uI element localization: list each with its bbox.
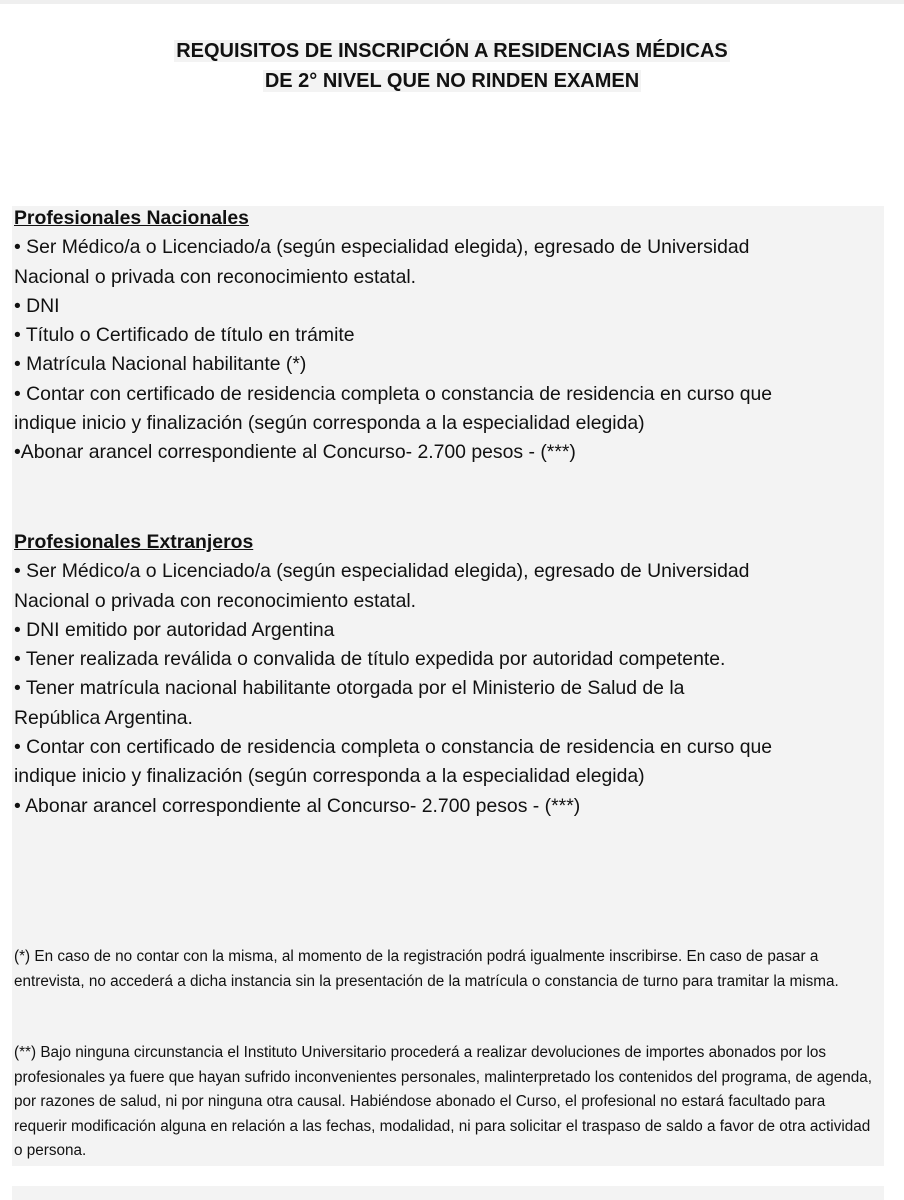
- section-heading-nacionales: Profesionales Nacionales: [14, 207, 249, 229]
- document-title: [0, 36, 904, 96]
- list-item: • Contar con certificado de residencia completa o constancia de residencia en curso que: [14, 736, 773, 759]
- list-item: • Ser Médico/a o Licenciado/a (según especialidad elegida), egresado de Universidad: [14, 236, 750, 259]
- list-item: • Matrícula Nacional habilitante (*): [14, 353, 307, 376]
- list-item: • Contar con certificado de residencia completa o constancia de residencia en curso que: [14, 382, 773, 405]
- list-item: •Abonar arancel correspondiente al Concurso- 2.700 pesos - (***): [14, 441, 576, 464]
- bottom-band: [12, 1186, 884, 1200]
- list-item: indique inicio y finalización (según corresponda a la especialidad elegida): [14, 412, 645, 435]
- footnote-devoluciones: (**) Bajo ninguna circunstancia el Instituto Universitario procederá a realizar devoluciones de importes abonados por los profesionales ya fuere que hayan sufrido inconvenientes personales, malinterpretado los contenidos del programa, de agenda, por razones de salud, ni por ninguna otra causal. Habiéndose abonado el Curso, el profesional no estará facultado para requerir modificación alguna en relación a las fechas, modalidad, ni para solicitar el traspaso de saldo a favor de otra actividad o persona.: [14, 1044, 873, 1159]
- section-profesionales-extranjeros: [14, 528, 890, 821]
- list-item: • DNI emitido por autoridad Argentina: [14, 618, 335, 641]
- list-item: Nacional o privada con reconocimiento estatal.: [14, 589, 417, 612]
- title-line-2: DE 2° NIVEL QUE NO RINDEN EXAMEN: [264, 70, 640, 92]
- list-item: • Ser Médico/a o Licenciado/a (según especialidad elegida), egresado de Universidad: [14, 560, 750, 583]
- list-item: • Tener matrícula nacional habilitante otorgada por el Ministerio de Salud de la: [14, 677, 685, 700]
- list-item: Nacional o privada con reconocimiento estatal.: [14, 265, 417, 288]
- list-item: • Abonar arancel correspondiente al Concurso- 2.700 pesos - (***): [14, 794, 581, 817]
- list-item: República Argentina.: [14, 706, 193, 729]
- title-line-1: REQUISITOS DE INSCRIPCIÓN A RESIDENCIAS MÉDICAS: [176, 40, 728, 62]
- list-item: indique inicio y finalización (según corresponda a la especialidad elegida): [14, 765, 645, 788]
- list-item: • Título o Certificado de título en trámite: [14, 324, 355, 347]
- top-strip: [0, 0, 904, 4]
- section-profesionales-nacionales: [14, 204, 890, 468]
- section-heading-extranjeros: Profesionales Extranjeros: [14, 531, 254, 553]
- list-item: • Tener realizada reválida o convalida de título expedida por autoridad competente.: [14, 648, 726, 671]
- footnote-matricula: (*) En caso de no contar con la misma, al momento de la registración podrá igualmente inscribirse. En caso de pasar a entrevista, no accederá a dicha instancia sin la presentación de la matrícula o constancia de turno para tramitar la misma.: [14, 948, 839, 990]
- list-item: • DNI: [14, 294, 60, 317]
